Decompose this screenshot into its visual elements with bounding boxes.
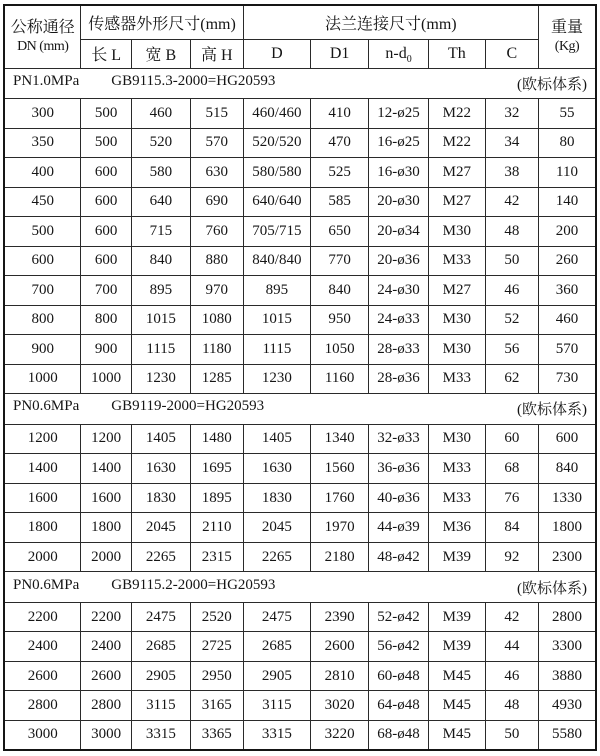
section-header-row (4, 572, 596, 603)
spec-cell: 500 (4, 217, 81, 247)
spec-data-row (4, 128, 596, 158)
spec-cell: 1630 (243, 454, 310, 484)
section-header-row (4, 68, 596, 99)
section-standard: GB9119-2000=HG20593 (111, 398, 265, 415)
spec-cell: 585 (311, 187, 369, 217)
spec-cell: 1695 (190, 454, 243, 484)
spec-cell: 3315 (131, 720, 190, 750)
spec-cell: 44 (485, 632, 538, 662)
spec-cell: 700 (4, 276, 81, 306)
spec-cell: 570 (539, 335, 596, 365)
spec-cell: 2685 (131, 632, 190, 662)
spec-cell: 760 (190, 217, 243, 247)
spec-cell: 2600 (81, 661, 131, 691)
spec-cell: 450 (4, 187, 81, 217)
spec-cell: 32-ø33 (369, 424, 429, 454)
spec-cell: M36 (428, 513, 485, 543)
spec-cell: M39 (428, 542, 485, 572)
col-group-flange-dimensions: 法兰连接尺寸(mm) (243, 5, 538, 39)
spec-cell: 800 (81, 305, 131, 335)
spec-cell: 3000 (4, 720, 81, 750)
spec-cell: 460 (131, 99, 190, 129)
spec-cell: M22 (428, 99, 485, 129)
col-group-sensor-dimensions: 传感器外形尺寸(mm) (81, 5, 243, 39)
spec-cell: 1340 (311, 424, 369, 454)
section-note: (欧标体系) (517, 402, 587, 419)
col-header-d: D (243, 39, 310, 68)
section-pressure-rating: PN1.0MPa (13, 72, 80, 89)
spec-cell: 1400 (4, 454, 81, 484)
spec-cell: 92 (485, 542, 538, 572)
spec-cell: 800 (4, 305, 81, 335)
spec-cell: 880 (190, 246, 243, 276)
spec-cell: 62 (485, 364, 538, 394)
spec-cell: 520/520 (243, 128, 310, 158)
spec-cell: 1285 (190, 364, 243, 394)
spec-data-row (4, 632, 596, 662)
spec-cell: 515 (190, 99, 243, 129)
spec-cell: M30 (428, 424, 485, 454)
spec-cell: 460 (539, 305, 596, 335)
spec-cell: 360 (539, 276, 596, 306)
col-header-nd0 (369, 39, 429, 68)
spec-cell: 630 (190, 158, 243, 188)
spec-data-row (4, 364, 596, 394)
spec-cell: 16-ø30 (369, 158, 429, 188)
section-pressure-rating: PN0.6MPa (13, 398, 80, 415)
spec-cell: 950 (311, 305, 369, 335)
spec-cell: 50 (485, 246, 538, 276)
spec-cell: 60 (485, 424, 538, 454)
spec-cell: 1830 (131, 483, 190, 513)
section-header-row (4, 394, 596, 425)
spec-cell: M22 (428, 128, 485, 158)
spec-cell: 3315 (243, 720, 310, 750)
spec-cell: 690 (190, 187, 243, 217)
spec-cell: 84 (485, 513, 538, 543)
spec-data-row (4, 335, 596, 365)
col-header-dn-title: 公称通径 (10, 19, 75, 36)
spec-cell: 1600 (4, 483, 81, 513)
spec-cell: 500 (81, 99, 131, 129)
spec-cell: 2800 (4, 691, 81, 721)
spec-data-row (4, 305, 596, 335)
spec-cell: 20-ø36 (369, 246, 429, 276)
spec-cell: 2315 (190, 542, 243, 572)
spec-cell: 1895 (190, 483, 243, 513)
spec-cell: 64-ø48 (369, 691, 429, 721)
spec-cell: 52 (485, 305, 538, 335)
spec-cell: 2110 (190, 513, 243, 543)
spec-cell: 2180 (311, 542, 369, 572)
spec-cell: 730 (539, 364, 596, 394)
spec-cell: 1630 (131, 454, 190, 484)
spec-cell: 3115 (131, 691, 190, 721)
spec-cell: 2600 (311, 632, 369, 662)
spec-data-row (4, 99, 596, 129)
spec-cell: 3880 (539, 661, 596, 691)
spec-cell: 1015 (243, 305, 310, 335)
spec-cell: 46 (485, 661, 538, 691)
spec-data-row (4, 661, 596, 691)
spec-table (3, 4, 597, 751)
spec-cell: 48 (485, 217, 538, 247)
spec-cell: 1760 (311, 483, 369, 513)
spec-cell: 580 (131, 158, 190, 188)
spec-cell: 28-ø36 (369, 364, 429, 394)
spec-cell: 2520 (190, 602, 243, 632)
spec-cell: 1230 (243, 364, 310, 394)
spec-cell: 1560 (311, 454, 369, 484)
spec-cell: 1400 (81, 454, 131, 484)
spec-cell: 1115 (243, 335, 310, 365)
spec-cell: 76 (485, 483, 538, 513)
spec-table-header (4, 5, 596, 68)
spec-cell: M27 (428, 187, 485, 217)
section-standard: GB9115.3-2000=HG20593 (111, 72, 276, 89)
spec-cell: 2265 (131, 542, 190, 572)
spec-cell: 34 (485, 128, 538, 158)
spec-cell: 1405 (243, 424, 310, 454)
spec-cell: 650 (311, 217, 369, 247)
spec-cell: 1800 (539, 513, 596, 543)
spec-cell: 2800 (539, 602, 596, 632)
spec-cell: 600 (81, 246, 131, 276)
col-header-d1: D1 (311, 39, 369, 68)
spec-cell: 1050 (311, 335, 369, 365)
spec-cell: 1970 (311, 513, 369, 543)
spec-cell: 200 (539, 217, 596, 247)
spec-cell: 2045 (243, 513, 310, 543)
spec-cell: 2600 (4, 661, 81, 691)
spec-cell: 20-ø34 (369, 217, 429, 247)
spec-cell: 900 (4, 335, 81, 365)
spec-cell: 1480 (190, 424, 243, 454)
spec-cell: 525 (311, 158, 369, 188)
spec-cell: 2045 (131, 513, 190, 543)
spec-data-row (4, 691, 596, 721)
spec-cell: M33 (428, 454, 485, 484)
spec-cell: 3365 (190, 720, 243, 750)
spec-cell: 42 (485, 602, 538, 632)
col-header-dn (4, 5, 81, 68)
spec-cell: 500 (81, 128, 131, 158)
spec-cell: 2905 (243, 661, 310, 691)
spec-cell: 640 (131, 187, 190, 217)
spec-cell: 2000 (81, 542, 131, 572)
spec-cell: 570 (190, 128, 243, 158)
spec-cell: 48-ø42 (369, 542, 429, 572)
spec-cell: 44-ø39 (369, 513, 429, 543)
spec-cell: 840 (539, 454, 596, 484)
spec-data-row (4, 276, 596, 306)
col-header-height: 高 H (190, 39, 243, 68)
col-header-dn-unit: DN (mm) (17, 39, 69, 54)
col-header-nd0-main: n-d (385, 44, 407, 62)
spec-cell: 715 (131, 217, 190, 247)
spec-cell: 2200 (4, 602, 81, 632)
spec-cell: 2800 (81, 691, 131, 721)
spec-table-body (4, 68, 596, 750)
spec-cell: 260 (539, 246, 596, 276)
spec-cell: 2475 (243, 602, 310, 632)
spec-cell: 900 (81, 335, 131, 365)
spec-cell: 700 (81, 276, 131, 306)
spec-cell: 1200 (81, 424, 131, 454)
spec-cell: 60-ø48 (369, 661, 429, 691)
spec-cell: 46 (485, 276, 538, 306)
spec-cell: M30 (428, 217, 485, 247)
spec-cell: 1160 (311, 364, 369, 394)
spec-cell: 110 (539, 158, 596, 188)
spec-cell: 1800 (81, 513, 131, 543)
spec-cell: 1830 (243, 483, 310, 513)
spec-cell: 24-ø30 (369, 276, 429, 306)
spec-cell: 970 (190, 276, 243, 306)
spec-cell: M45 (428, 661, 485, 691)
spec-cell: 55 (539, 99, 596, 129)
spec-cell: 38 (485, 158, 538, 188)
spec-cell: 1800 (4, 513, 81, 543)
col-header-weight-title: 重量 (551, 19, 584, 36)
spec-cell: 600 (81, 217, 131, 247)
spec-cell: 140 (539, 187, 596, 217)
section-header-cell (4, 68, 596, 99)
spec-cell: 840 (131, 246, 190, 276)
spec-cell: 840/840 (243, 246, 310, 276)
spec-cell: M45 (428, 720, 485, 750)
spec-cell: 300 (4, 99, 81, 129)
spec-cell: 640/640 (243, 187, 310, 217)
spec-data-row (4, 158, 596, 188)
spec-data-row (4, 602, 596, 632)
spec-cell: 1000 (4, 364, 81, 394)
spec-cell: 1180 (190, 335, 243, 365)
spec-cell: 42 (485, 187, 538, 217)
spec-cell: 840 (311, 276, 369, 306)
spec-cell: M33 (428, 364, 485, 394)
spec-cell: M27 (428, 158, 485, 188)
spec-cell: 705/715 (243, 217, 310, 247)
spec-cell: 2475 (131, 602, 190, 632)
spec-cell: 5580 (539, 720, 596, 750)
spec-cell: 580/580 (243, 158, 310, 188)
spec-cell: 2685 (243, 632, 310, 662)
spec-cell: 3000 (81, 720, 131, 750)
spec-data-row (4, 187, 596, 217)
spec-data-row (4, 542, 596, 572)
spec-cell: 2265 (243, 542, 310, 572)
spec-cell: 56-ø42 (369, 632, 429, 662)
spec-cell: 12-ø25 (369, 99, 429, 129)
spec-cell: 16-ø25 (369, 128, 429, 158)
spec-cell: 32 (485, 99, 538, 129)
spec-cell: 2390 (311, 602, 369, 632)
col-header-length: 长 L (81, 39, 131, 68)
spec-cell: M39 (428, 602, 485, 632)
section-note: (欧标体系) (517, 76, 587, 93)
col-header-th: Th (428, 39, 485, 68)
spec-cell: 600 (81, 187, 131, 217)
header-row-subcolumns (4, 39, 596, 68)
spec-data-row (4, 720, 596, 750)
spec-cell: 600 (81, 158, 131, 188)
spec-cell: 28-ø33 (369, 335, 429, 365)
spec-cell: 3020 (311, 691, 369, 721)
spec-cell: M45 (428, 691, 485, 721)
spec-cell: 3220 (311, 720, 369, 750)
section-header-cell (4, 394, 596, 425)
spec-data-row (4, 424, 596, 454)
spec-cell: 400 (4, 158, 81, 188)
header-row-groups (4, 5, 596, 39)
spec-cell: M33 (428, 483, 485, 513)
spec-cell: 460/460 (243, 99, 310, 129)
spec-data-row (4, 513, 596, 543)
spec-cell: 2400 (4, 632, 81, 662)
spec-cell: M27 (428, 276, 485, 306)
col-header-nd0-subscript: 0 (406, 53, 412, 65)
spec-cell: 80 (539, 128, 596, 158)
spec-cell: 2400 (81, 632, 131, 662)
col-header-weight (539, 5, 596, 68)
spec-cell: 1600 (81, 483, 131, 513)
spec-cell: 2905 (131, 661, 190, 691)
spec-cell: 350 (4, 128, 81, 158)
spec-cell: 410 (311, 99, 369, 129)
spec-cell: M30 (428, 335, 485, 365)
spec-cell: 470 (311, 128, 369, 158)
spec-cell: 2300 (539, 542, 596, 572)
spec-cell: 2000 (4, 542, 81, 572)
spec-cell: 2200 (81, 602, 131, 632)
spec-cell: 24-ø33 (369, 305, 429, 335)
spec-cell: 68 (485, 454, 538, 484)
spec-data-row (4, 483, 596, 513)
spec-cell: M33 (428, 246, 485, 276)
spec-cell: 2950 (190, 661, 243, 691)
col-header-width: 宽 B (131, 39, 190, 68)
spec-cell: 52-ø42 (369, 602, 429, 632)
spec-cell: 3115 (243, 691, 310, 721)
spec-cell: 50 (485, 720, 538, 750)
spec-cell: 1330 (539, 483, 596, 513)
spec-cell: M30 (428, 305, 485, 335)
spec-cell: 600 (539, 424, 596, 454)
spec-cell: 20-ø30 (369, 187, 429, 217)
spec-cell: 4930 (539, 691, 596, 721)
spec-cell: 520 (131, 128, 190, 158)
spec-cell: 3300 (539, 632, 596, 662)
spec-cell: 56 (485, 335, 538, 365)
spec-cell: 1080 (190, 305, 243, 335)
spec-cell: 48 (485, 691, 538, 721)
spec-cell: 895 (131, 276, 190, 306)
section-header-cell (4, 572, 596, 603)
section-note: (欧标体系) (517, 580, 587, 597)
spec-cell: 1015 (131, 305, 190, 335)
spec-cell: 40-ø36 (369, 483, 429, 513)
spec-cell: 895 (243, 276, 310, 306)
spec-cell: M39 (428, 632, 485, 662)
spec-data-row (4, 246, 596, 276)
col-header-weight-unit: (Kg) (554, 39, 580, 54)
col-header-c: C (485, 39, 538, 68)
spec-cell: 1405 (131, 424, 190, 454)
spec-cell: 1230 (131, 364, 190, 394)
spec-cell: 1000 (81, 364, 131, 394)
spec-cell: 36-ø36 (369, 454, 429, 484)
spec-data-row (4, 454, 596, 484)
spec-cell: 2725 (190, 632, 243, 662)
spec-cell: 3165 (190, 691, 243, 721)
spec-cell: 1200 (4, 424, 81, 454)
spec-cell: 1115 (131, 335, 190, 365)
spec-cell: 770 (311, 246, 369, 276)
section-standard: GB9115.2-2000=HG20593 (111, 576, 276, 593)
section-pressure-rating: PN0.6MPa (13, 576, 80, 593)
spec-cell: 2810 (311, 661, 369, 691)
spec-data-row (4, 217, 596, 247)
spec-cell: 600 (4, 246, 81, 276)
spec-cell: 68-ø48 (369, 720, 429, 750)
